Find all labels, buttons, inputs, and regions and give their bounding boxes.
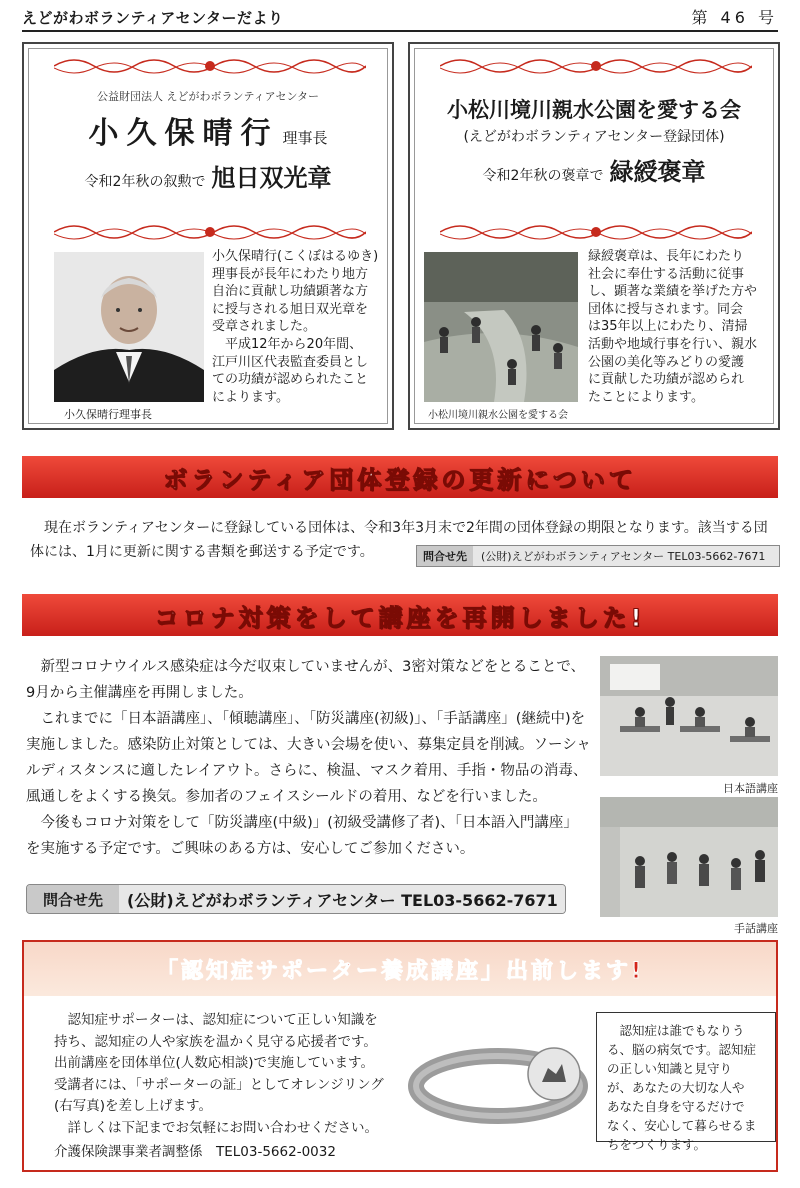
- sign-language-class-caption: 手話講座: [734, 922, 778, 935]
- org-name: 公益財団法人 えどがわボランティアセンター: [96, 90, 320, 103]
- newsletter-title: えどがわボランティアセンターだより: [22, 9, 284, 27]
- award-prefix: 令和2年秋の叙勲で: [84, 174, 206, 190]
- recipient-role: 理事長: [282, 129, 328, 147]
- contact-label: 問合せ先: [27, 885, 119, 913]
- award-line: [410, 152, 778, 187]
- award-box-group: [408, 42, 780, 430]
- japanese-class-photo: [600, 656, 778, 776]
- ornament-top-icon: [440, 54, 752, 78]
- medal-name: 緑綬褒章: [609, 157, 706, 186]
- issue-number: 第 46 号: [691, 8, 778, 27]
- ornament-top-icon: [54, 54, 366, 78]
- registration-banner-title: ボランティア団体登録の更新について: [163, 465, 637, 494]
- group-photo-caption: 小松川境川親水公園を愛する会: [428, 410, 568, 421]
- award-text-block: [24, 88, 392, 193]
- dementia-quote-box: 認知症は誰でもなりう る、脳の病気です。認知症 の正しい知識と見守り が、あなたの大切な人や あなた自身を守るだけで なく、安心して暮らせるま ちをつくります。: [596, 1012, 776, 1142]
- dementia-text: 認知症サポーターは、認知症について正しい知識を 持ち、認知症の人や家族を温かく見守る応援者です。 出前講座を団体単位(人数応相談)で実施しています。 受講者には、「サポーターの証」としてオレンジリング (右写真)を差し上げます。 詳しくは下記までお気軽にお問い合わせください。: [54, 1012, 384, 1136]
- award-description: 小久保晴行(こくぼはるゆき) 理事長が長年にわたり地方 自治に貢献し功績顕著な方 に授与される旭日双光章を 受章されました。 平成12年から20年間、 江戸川区代表監査委員とし ての功績が認められたこと によります。: [212, 249, 379, 405]
- corona-text-body: 新型コロナウイルス感染症は今だ収束していませんが、3密対策などをとることで、9月から主催講座を再開しました。 これまでに「日本語講座」、「傾聴講座」、「防災講座(初級)」、「手話講座」(継続中)を実施しました。感染防止対策としては、大きい会場を使い、募集定員を削減。ソーシャルディスタンスに適したレイアウト。さらに、検温、マスク着用、手指・物品の消毒、風通しをよくする換気。参加者のフェイスシールドの着用、などを行いました。 今後もコロナ対策をして「防災講座(中級)」(初級受講修了者)、「日本語入門講座」を実施する予定です。ご興味のある方は、安心してご参加ください。: [26, 659, 591, 857]
- dementia-contact: 介護保険課事業者調整係 TEL03-5662-0032: [54, 1144, 336, 1160]
- contact-label: 問合せ先: [417, 546, 473, 566]
- contact-value: (公財)えどがわボランティアセンター TEL03-5662-7671: [119, 885, 565, 913]
- dementia-section: [22, 940, 778, 1172]
- medal-name: 旭日双光章: [211, 163, 332, 192]
- award-text-block: [410, 88, 778, 187]
- newsletter-header: [22, 6, 778, 32]
- ornament-bottom-icon: [440, 220, 752, 244]
- park-cleanup-photo: [424, 252, 578, 402]
- contact-value: (公財)えどがわボランティアセンター TEL03-5662-7671: [473, 546, 779, 566]
- award-prefix: 令和2年秋の褒章で: [482, 168, 604, 184]
- sign-language-class-photo: [600, 797, 778, 917]
- award-line: [24, 158, 392, 193]
- registration-banner: [22, 456, 778, 498]
- registration-contact: [416, 545, 780, 567]
- corona-banner-title: コロナ対策をして講座を再開しました!: [154, 603, 646, 632]
- recipient-name: [24, 108, 392, 152]
- japanese-class-caption: 日本語講座: [723, 782, 778, 795]
- group-name: 小松川境川親水公園を愛する会: [447, 98, 741, 122]
- recipient-name-text: 小久保晴行: [88, 116, 279, 151]
- portrait-photo: [54, 252, 204, 402]
- corona-banner: [22, 594, 778, 636]
- dementia-banner-title: 「認知症サポーター養成講座」出前します!: [155, 958, 645, 984]
- registration-text: 現在ボランティアセンターに登録している団体は、令和3年3月末で2年間の団体登録の期限となります。該当する団体には、1月に更新に関する書類を郵送する予定です。: [30, 520, 768, 560]
- ornament-bottom-icon: [54, 220, 366, 244]
- corona-text: [26, 654, 592, 862]
- award-description: 緑綬褒章は、長年にわたり 社会に奉仕する活動に従事 し、顕著な業績を挙げた方や 団体に授与されます。同会 は35年以上にわたり、清掃 活動や地域行事を行い、親水 公園の美化等みどりの愛護 に貢献した功績が認められ たことによります。: [588, 249, 758, 405]
- orange-ring-photo: [406, 1024, 602, 1134]
- corona-contact: [26, 884, 566, 914]
- group-subtitle: (えどがわボランティアセンター登録団体): [463, 129, 725, 145]
- dementia-banner: [24, 942, 776, 996]
- portrait-caption: 小久保晴行理事長: [64, 408, 152, 421]
- award-box-chairman: [22, 42, 394, 430]
